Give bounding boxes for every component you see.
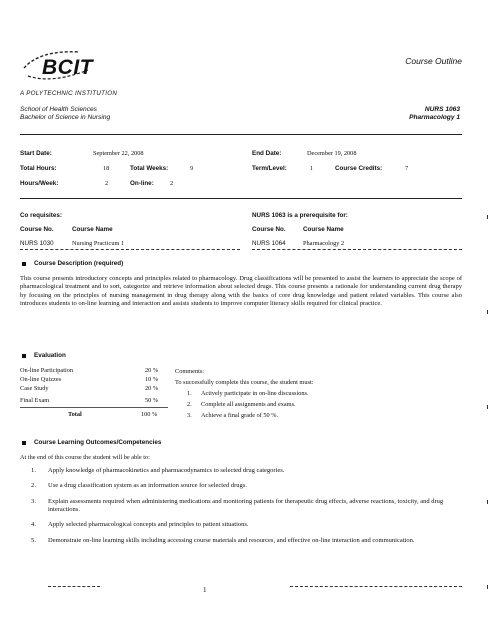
eval-item-label: On-line Participation xyxy=(20,367,73,374)
eval-item-label: Final Exam xyxy=(20,397,50,404)
comments-intro: To successfully complete this course, the student must: xyxy=(175,379,314,386)
total-weeks-label: Total Weeks: xyxy=(130,165,169,172)
outcome-text: Use a drug classification system as an information source for selected drugs. xyxy=(48,482,247,489)
co-course-name-header: Course Name xyxy=(72,226,113,233)
eval-total-value: 100 % xyxy=(141,411,158,418)
course-code: NURS 1063 xyxy=(424,106,460,113)
co-course-name: Nursing Practicum 1 xyxy=(72,240,125,247)
description-heading: Course Description (required) xyxy=(34,260,124,267)
outcomes-heading: Course Learning Outcomes/Competencies xyxy=(34,439,162,446)
outcome-text: Apply selected pharmacological concepts and principles to patient situations. xyxy=(48,521,249,528)
evaluation-bullet-icon xyxy=(22,354,26,358)
footer-rule-left xyxy=(48,586,100,587)
eval-item-label: On-line Quizzes xyxy=(20,376,62,383)
outcome-text: Explain assessments required when administering medications and monitoring patients for therapeutic drug effects, adverse reactions, toxicity, and drug interactions. xyxy=(48,498,444,514)
course-title: Pharmacology 1 xyxy=(409,114,460,121)
outcome-num: 5. xyxy=(31,537,36,544)
eval-item-value: 20 % xyxy=(145,385,159,392)
outcomes-bullet-icon xyxy=(22,441,26,445)
description-text: This course presents introductory concepts and principles related to pharmacology. Drug classifications will be presented to assist the learners to appreciate the scope of pharmacological treatment and to sort, categorize and retrieve information about selected drugs. This course presents a rationale for understanding current drug therapy by focusing on the principles of nursing management in drug therapy along with the basics of core drug knowledge and patient related variables. This course also introduces students to on-line learning and interaction and assists students to improve computer literacy skills required for clinical practice. xyxy=(20,275,462,307)
school-name: School of Health Sciences xyxy=(20,106,97,113)
pre-course-name-header: Course Name xyxy=(303,226,344,233)
eval-item-value: 10 % xyxy=(145,376,159,383)
end-date-label: End Date: xyxy=(252,150,282,157)
start-date-value: September 22, 2008 xyxy=(93,150,144,157)
pre-course-no-header: Course No. xyxy=(252,226,286,233)
outcome-num: 4. xyxy=(31,521,36,528)
outcomes-intro: At the end of this course the student will be able to: xyxy=(20,454,150,461)
prerequisite-for-title: NURS 1063 is a prerequisite for: xyxy=(252,212,348,219)
program-name: Bachelor of Science in Nursing xyxy=(20,114,111,121)
course-credits-label: Course Credits: xyxy=(335,165,383,172)
outcome-text: Apply knowledge of pharmacokinetics and pharmacodynamics to selected drug categories. xyxy=(48,467,285,474)
outcome-num: 2. xyxy=(31,482,36,489)
comment-text: Complete all assignments and exams. xyxy=(201,401,296,408)
page-number: 1 xyxy=(203,586,207,594)
comment-text: Achieve a final grade of 50 %. xyxy=(201,412,279,419)
requisites-divider-left xyxy=(20,249,240,250)
comment-text: Actively participate in on-line discussions. xyxy=(201,390,309,397)
term-level-value: 1 xyxy=(310,165,314,172)
online-hours-label: On-line: xyxy=(130,180,154,187)
pre-course-no: NURS 1064 xyxy=(252,240,286,247)
co-course-no-header: Course No. xyxy=(20,226,54,233)
hours-week-value: 2 xyxy=(105,180,109,187)
outcome-text: Demonstrate on-line learning skills including accessing course materials and resources, and effective on-line interaction and communication. xyxy=(48,537,415,544)
comment-num: 3. xyxy=(187,412,192,419)
doc-type: Course Outline xyxy=(405,56,462,66)
header-divider xyxy=(20,134,462,135)
eval-total-rule xyxy=(20,407,168,408)
footer-rule-right xyxy=(290,586,462,587)
eval-total-label: Total xyxy=(68,411,82,418)
evaluation-heading: Evaluation xyxy=(34,352,66,359)
logo-text: BCIT xyxy=(42,56,93,79)
course-credits-value: 7 xyxy=(405,165,409,172)
start-date-label: Start Date: xyxy=(20,150,52,157)
bcit-logo xyxy=(22,46,94,88)
outcome-num: 3. xyxy=(31,498,36,505)
pre-course-name: Pharmacology 2 xyxy=(303,240,345,247)
requisites-divider-right xyxy=(252,249,462,250)
end-date-value: December 19, 2008 xyxy=(307,150,357,157)
description-bullet-icon xyxy=(22,262,26,266)
total-hours-value: 18 xyxy=(103,165,110,172)
outcome-num: 1. xyxy=(31,467,36,474)
total-hours-label: Total Hours: xyxy=(20,165,57,172)
comments-label: Comments: xyxy=(175,368,205,375)
online-hours-value: 2 xyxy=(170,180,174,187)
comment-num: 1. xyxy=(187,390,192,397)
institution-tagline: A POLYTECHNIC INSTITUTION xyxy=(20,90,118,97)
total-weeks-value: 9 xyxy=(190,165,194,172)
eval-item-label: Case Study xyxy=(20,385,49,392)
hours-week-label: Hours/Week: xyxy=(20,180,59,187)
corequisites-title: Co requisites: xyxy=(20,212,62,219)
term-level-label: Term/Level: xyxy=(252,165,287,172)
eval-item-value: 50 % xyxy=(145,397,159,404)
co-course-no: NURS 1030 xyxy=(20,240,54,247)
comment-num: 2. xyxy=(187,401,192,408)
scan-marks xyxy=(487,215,490,595)
eval-item-value: 20 % xyxy=(145,367,159,374)
info-divider xyxy=(20,198,462,199)
